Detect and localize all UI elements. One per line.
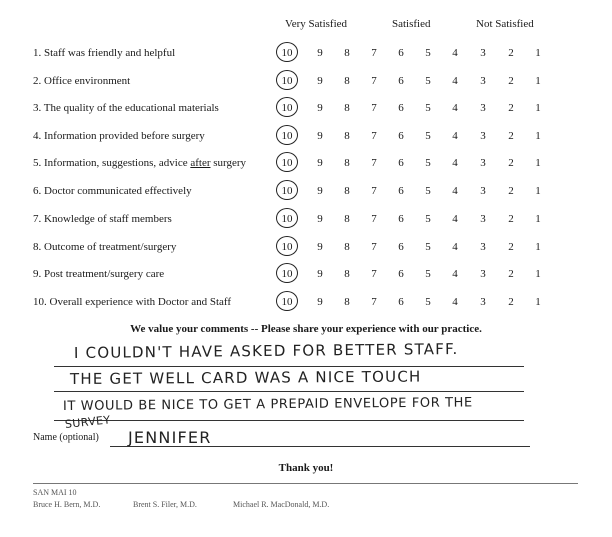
score-option-5[interactable]: 5	[425, 268, 431, 280]
question-row	[0, 183, 612, 203]
question-row	[0, 211, 612, 231]
selected-circle-mark	[276, 97, 298, 117]
score-option-4[interactable]: 4	[452, 75, 458, 87]
footer-doctor-2: Brent S. Filer, M.D.	[133, 500, 197, 509]
comment-line-4: SURVEY	[64, 413, 112, 431]
question-label: 8. Outcome of treatment/surgery	[33, 241, 177, 253]
score-option-5[interactable]: 5	[425, 130, 431, 142]
score-option-10[interactable]: 10	[281, 130, 293, 142]
question-label: 2. Office environment	[33, 75, 131, 87]
name-label: Name (optional)	[33, 432, 99, 443]
score-option-4[interactable]: 4	[452, 102, 458, 114]
score-option-5[interactable]: 5	[425, 47, 431, 59]
question-row	[0, 266, 612, 286]
score-option-1[interactable]: 1	[535, 241, 541, 253]
score-option-10[interactable]: 10	[281, 75, 293, 87]
thank-you: Thank you!	[278, 462, 334, 474]
header-satisfied: Satisfied	[392, 18, 431, 30]
score-option-5[interactable]: 5	[425, 213, 431, 225]
score-option-5[interactable]: 5	[425, 185, 431, 197]
score-option-6[interactable]: 6	[398, 296, 404, 308]
score-option-6[interactable]: 6	[398, 47, 404, 59]
question-label: 3. The quality of the educational materials	[33, 102, 219, 114]
selected-circle-mark	[276, 125, 298, 145]
score-option-10[interactable]: 10	[281, 268, 293, 280]
score-option-8[interactable]: 8	[344, 102, 350, 114]
footer-doctor-1: Bruce H. Bern, M.D.	[33, 500, 101, 509]
footer-code: SAN MAI 10	[33, 488, 77, 497]
score-option-8[interactable]: 8	[344, 213, 350, 225]
question-label: 9. Post treatment/surgery care	[33, 268, 165, 280]
score-option-7[interactable]: 7	[371, 47, 377, 59]
score-option-4[interactable]: 4	[452, 130, 458, 142]
selected-circle-mark	[276, 70, 298, 90]
score-option-6[interactable]: 6	[398, 268, 404, 280]
score-option-4[interactable]: 4	[452, 241, 458, 253]
header-not-satisfied: Not Satisfied	[476, 18, 534, 30]
score-option-7[interactable]: 7	[371, 185, 377, 197]
score-option-4[interactable]: 4	[452, 268, 458, 280]
score-option-3[interactable]: 3	[480, 157, 486, 169]
question-label: 6. Doctor communicated effectively	[33, 185, 192, 197]
score-option-8[interactable]: 8	[344, 47, 350, 59]
score-option-3[interactable]: 3	[480, 241, 486, 253]
name-value: JENNIFER	[128, 428, 212, 447]
score-option-4[interactable]: 4	[452, 47, 458, 59]
score-option-8[interactable]: 8	[344, 268, 350, 280]
score-option-9[interactable]: 9	[317, 213, 323, 225]
score-option-7[interactable]: 7	[371, 296, 377, 308]
score-option-10[interactable]: 10	[281, 241, 293, 253]
score-option-1[interactable]: 1	[535, 213, 541, 225]
question-row	[0, 294, 612, 314]
score-option-10[interactable]: 10	[281, 296, 293, 308]
score-option-10[interactable]: 10	[281, 185, 293, 197]
score-option-6[interactable]: 6	[398, 75, 404, 87]
score-option-8[interactable]: 8	[344, 185, 350, 197]
score-option-1[interactable]: 1	[535, 185, 541, 197]
score-option-3[interactable]: 3	[480, 102, 486, 114]
question-row	[0, 45, 612, 65]
score-option-1[interactable]: 1	[535, 47, 541, 59]
score-option-7[interactable]: 7	[371, 102, 377, 114]
score-option-1[interactable]: 1	[535, 157, 541, 169]
score-option-6[interactable]: 6	[398, 213, 404, 225]
score-option-10[interactable]: 10	[281, 102, 293, 114]
score-option-2[interactable]: 2	[508, 157, 514, 169]
question-row	[0, 100, 612, 120]
score-option-6[interactable]: 6	[398, 157, 404, 169]
score-option-7[interactable]: 7	[371, 130, 377, 142]
score-option-3[interactable]: 3	[480, 268, 486, 280]
score-option-4[interactable]: 4	[452, 213, 458, 225]
score-option-3[interactable]: 3	[480, 213, 486, 225]
score-option-6[interactable]: 6	[398, 130, 404, 142]
score-option-9[interactable]: 9	[317, 268, 323, 280]
score-option-7[interactable]: 7	[371, 268, 377, 280]
score-option-2[interactable]: 2	[508, 185, 514, 197]
question-label: 7. Knowledge of staff members	[33, 213, 172, 225]
score-option-2[interactable]: 2	[508, 130, 514, 142]
score-option-8[interactable]: 8	[344, 75, 350, 87]
score-option-9[interactable]: 9	[317, 157, 323, 169]
header-very-satisfied: Very Satisfied	[285, 18, 348, 30]
score-option-4[interactable]: 4	[452, 296, 458, 308]
score-option-4[interactable]: 4	[452, 157, 458, 169]
question-row	[0, 73, 612, 93]
comment-line-3: IT WOULD BE NICE TO GET A PREPAID ENVELOPE FOR THE	[62, 395, 473, 414]
score-option-7[interactable]: 7	[371, 157, 377, 169]
comments-title: We value your comments -- Please share your experience with our practice.	[130, 323, 482, 335]
score-option-9[interactable]: 9	[317, 130, 323, 142]
score-option-2[interactable]: 2	[508, 268, 514, 280]
question-label: 10. Overall experience with Doctor and Staff	[33, 296, 232, 308]
comment-line-1: I COULDN'T HAVE ASKED FOR BETTER STAFF.	[73, 339, 459, 362]
selected-circle-mark	[276, 42, 298, 62]
selected-circle-mark	[276, 236, 298, 256]
question-label: 1. Staff was friendly and helpful	[33, 47, 176, 59]
score-option-3[interactable]: 3	[480, 47, 486, 59]
score-option-9[interactable]: 9	[317, 185, 323, 197]
score-option-2[interactable]: 2	[508, 75, 514, 87]
score-option-1[interactable]: 1	[535, 130, 541, 142]
score-option-3[interactable]: 3	[480, 75, 486, 87]
score-option-8[interactable]: 8	[344, 157, 350, 169]
score-option-10[interactable]: 10	[281, 47, 293, 59]
score-option-2[interactable]: 2	[508, 213, 514, 225]
score-option-2[interactable]: 2	[508, 47, 514, 59]
selected-circle-mark	[276, 263, 298, 283]
selected-circle-mark	[276, 291, 298, 311]
score-option-5[interactable]: 5	[425, 102, 431, 114]
score-option-6[interactable]: 6	[398, 241, 404, 253]
score-option-2[interactable]: 2	[508, 296, 514, 308]
question-label: 5. Information, suggestions, advice after surgery	[33, 157, 247, 169]
comment-underline-2	[54, 391, 524, 392]
score-option-7[interactable]: 7	[371, 241, 377, 253]
score-option-4[interactable]: 4	[452, 185, 458, 197]
score-option-5[interactable]: 5	[425, 296, 431, 308]
score-option-7[interactable]: 7	[371, 213, 377, 225]
score-option-8[interactable]: 8	[344, 241, 350, 253]
footer-doctor-3: Michael R. MacDonald, M.D.	[233, 500, 330, 509]
comment-line-2: THE GET WELL CARD WAS A NICE TOUCH	[69, 367, 422, 388]
question-label: 4. Information provided before surgery	[33, 130, 205, 142]
question-row	[0, 239, 612, 259]
score-option-9[interactable]: 9	[317, 75, 323, 87]
score-option-2[interactable]: 2	[508, 102, 514, 114]
score-option-1[interactable]: 1	[535, 102, 541, 114]
score-option-6[interactable]: 6	[398, 102, 404, 114]
score-option-9[interactable]: 9	[317, 102, 323, 114]
selected-circle-mark	[276, 152, 298, 172]
score-option-5[interactable]: 5	[425, 241, 431, 253]
score-option-8[interactable]: 8	[344, 130, 350, 142]
score-option-1[interactable]: 1	[535, 268, 541, 280]
selected-circle-mark	[276, 180, 298, 200]
score-option-5[interactable]: 5	[425, 157, 431, 169]
question-row	[0, 128, 612, 148]
score-option-3[interactable]: 3	[480, 296, 486, 308]
question-row	[0, 155, 612, 175]
score-option-3[interactable]: 3	[480, 130, 486, 142]
score-option-1[interactable]: 1	[535, 296, 541, 308]
name-underline	[110, 446, 530, 447]
comment-underline-1	[54, 366, 524, 367]
score-option-1[interactable]: 1	[535, 75, 541, 87]
score-option-8[interactable]: 8	[344, 296, 350, 308]
selected-circle-mark	[276, 208, 298, 228]
footer-rule	[33, 483, 578, 484]
score-option-10[interactable]: 10	[281, 213, 293, 225]
score-option-6[interactable]: 6	[398, 185, 404, 197]
score-option-7[interactable]: 7	[371, 75, 377, 87]
score-option-2[interactable]: 2	[508, 241, 514, 253]
score-option-5[interactable]: 5	[425, 75, 431, 87]
score-option-10[interactable]: 10	[281, 157, 293, 169]
score-option-9[interactable]: 9	[317, 47, 323, 59]
score-option-3[interactable]: 3	[480, 185, 486, 197]
score-option-9[interactable]: 9	[317, 241, 323, 253]
score-option-9[interactable]: 9	[317, 296, 323, 308]
comment-underline-3	[54, 420, 524, 421]
